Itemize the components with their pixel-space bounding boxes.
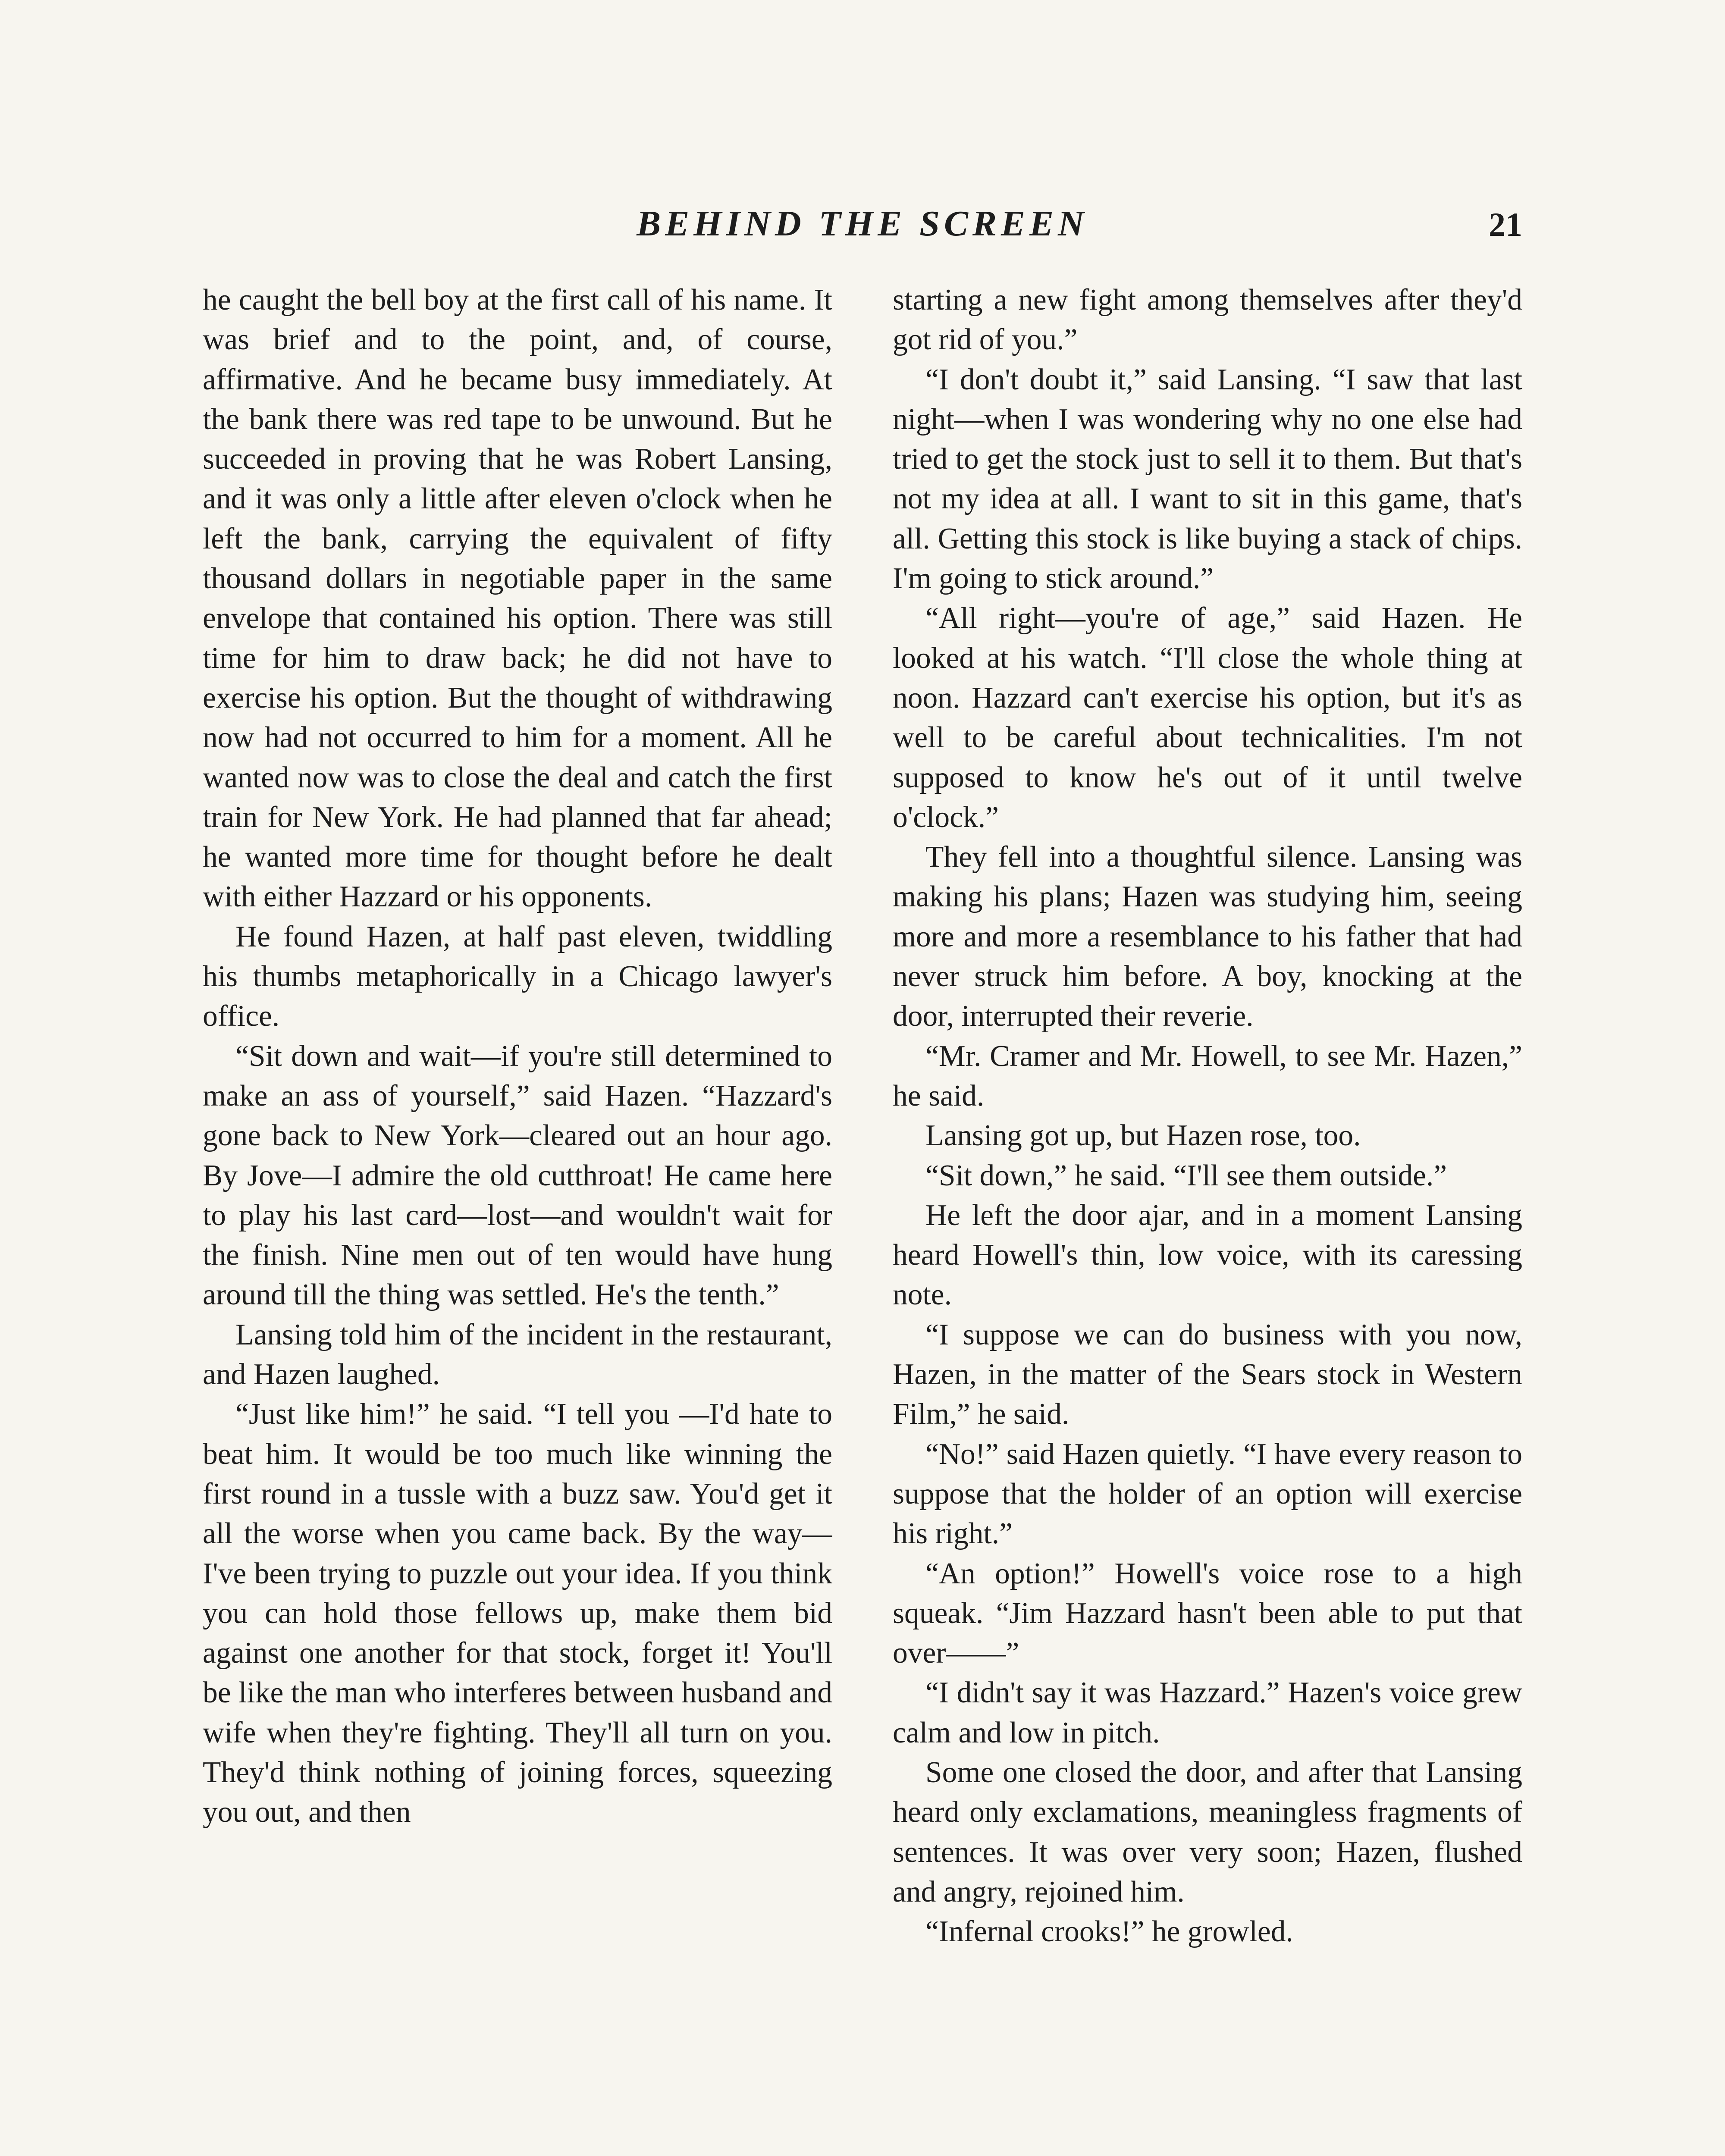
paragraph: “All right—you're of age,” said Hazen. He looked at his watch. “I'll close the whole thing at noon. Hazzard can't exercise his option, but it's as well to be careful about technicalities. I'm not supposed to know he's out of it until twelve o'clock.”	[893, 602, 1522, 834]
right-column	[893, 280, 1522, 2156]
running-title: BEHIND THE SCREEN	[637, 204, 1088, 244]
paragraph: Some one closed the door, and after that Lansing heard only exclamations, meaningless fragments of sentences. It was over very soon; Hazen, flushed and angry, rejoined him.	[893, 1755, 1522, 1908]
page-number: 21	[1489, 206, 1522, 243]
paragraph: “I don't doubt it,” said Lansing. “I saw that last night—when I was wondering why no one else had tried to get the stock just to sell it to them. But that's not my idea at all. I want to sit in this game, that's all. Getting this stock is like buying a stack of chips. I'm going to stick around.”	[893, 363, 1522, 595]
paragraph: They fell into a thoughtful silence. Lansing was making his plans; Hazen was studying him, seeing more and more a resemblance to his father that had never struck him before. A boy, knocking at the door, interrupted their reverie.	[893, 840, 1522, 1033]
paragraph: “Infernal crooks!” he growled.	[925, 1915, 1293, 1949]
paragraph: “Just like him!” he said. “I tell you —I'd hate to beat him. It would be too much like winning the first round in a tussle with a buzz saw. You'd get it all the worse when you came back. By the way—I've been trying to puzzle out your idea. If you think you can hold those fellows up, make them bid against one another for that stock, forget it! You'll be like the man who interferes between husband and wife when they're fighting. They'll all turn on you. They'd think nothing of joining forces, squeezing you out, and then	[203, 1398, 832, 1829]
paragraph: Lansing got up, but Hazen rose, too.	[925, 1119, 1361, 1153]
paragraph: “Sit down,” he said. “I'll see them outside.”	[925, 1159, 1447, 1192]
paragraph: “Sit down and wait—if you're still determined to make an ass of yourself,” said Hazen. “Hazzard's gone back to New York—cleared out an hour ago. By Jove—I admire the old cutthroat! He came here to play his last card—lost—and wouldn't wait for the finish. Nine men out of ten would have hung around till the thing was settled. He's the tenth.”	[203, 1039, 832, 1312]
paragraph: Lansing told him of the incident in the restaurant, and Hazen laughed.	[203, 1318, 832, 1391]
paragraph: “Mr. Cramer and Mr. Howell, to see Mr. Hazen,” he said.	[893, 1039, 1522, 1112]
paragraph: He found Hazen, at half past eleven, twiddling his thumbs metaphorically in a Chicago lawyer's office.	[203, 920, 832, 1033]
paragraph: “I suppose we can do business with you now, Hazen, in the matter of the Sears stock in Western Film,” he said.	[893, 1318, 1522, 1431]
paragraph: “An option!” Howell's voice rose to a high squeak. “Jim Hazzard hasn't been able to put that over——”	[893, 1557, 1522, 1670]
text-columns	[203, 280, 1522, 2156]
paragraph: starting a new fight among themselves after they'd got rid of you.”	[893, 283, 1522, 357]
paragraph: he caught the bell boy at the first call of his name. It was brief and to the point, and, of course, affirmative. And he became busy immediately. At the bank there was red tape to be unwound. But he succeeded in proving that he was Robert Lansing, and it was only a little after eleven o'clock when he left the bank, carrying the equivalent of fifty thousand dollars in negotiable paper in the same envelope that contained his option. There was still time for him to draw back; he did not have to exercise his option. But the thought of withdrawing now had not occurred to him for a moment. All he wanted now was to close the deal and catch the first train for New York. He had planned that far ahead; he wanted more time for thought before he dealt with either Hazzard or his opponents.	[203, 283, 832, 914]
paragraph: He left the door ajar, and in a moment Lansing heard Howell's thin, low voice, with its caressing note.	[893, 1198, 1522, 1312]
running-head	[203, 203, 1522, 250]
left-column	[203, 280, 832, 2156]
paragraph: “No!” said Hazen quietly. “I have every reason to suppose that the holder of an option will exercise his right.”	[893, 1437, 1522, 1551]
paragraph: “I didn't say it was Hazzard.” Hazen's voice grew calm and low in pitch.	[893, 1676, 1522, 1749]
